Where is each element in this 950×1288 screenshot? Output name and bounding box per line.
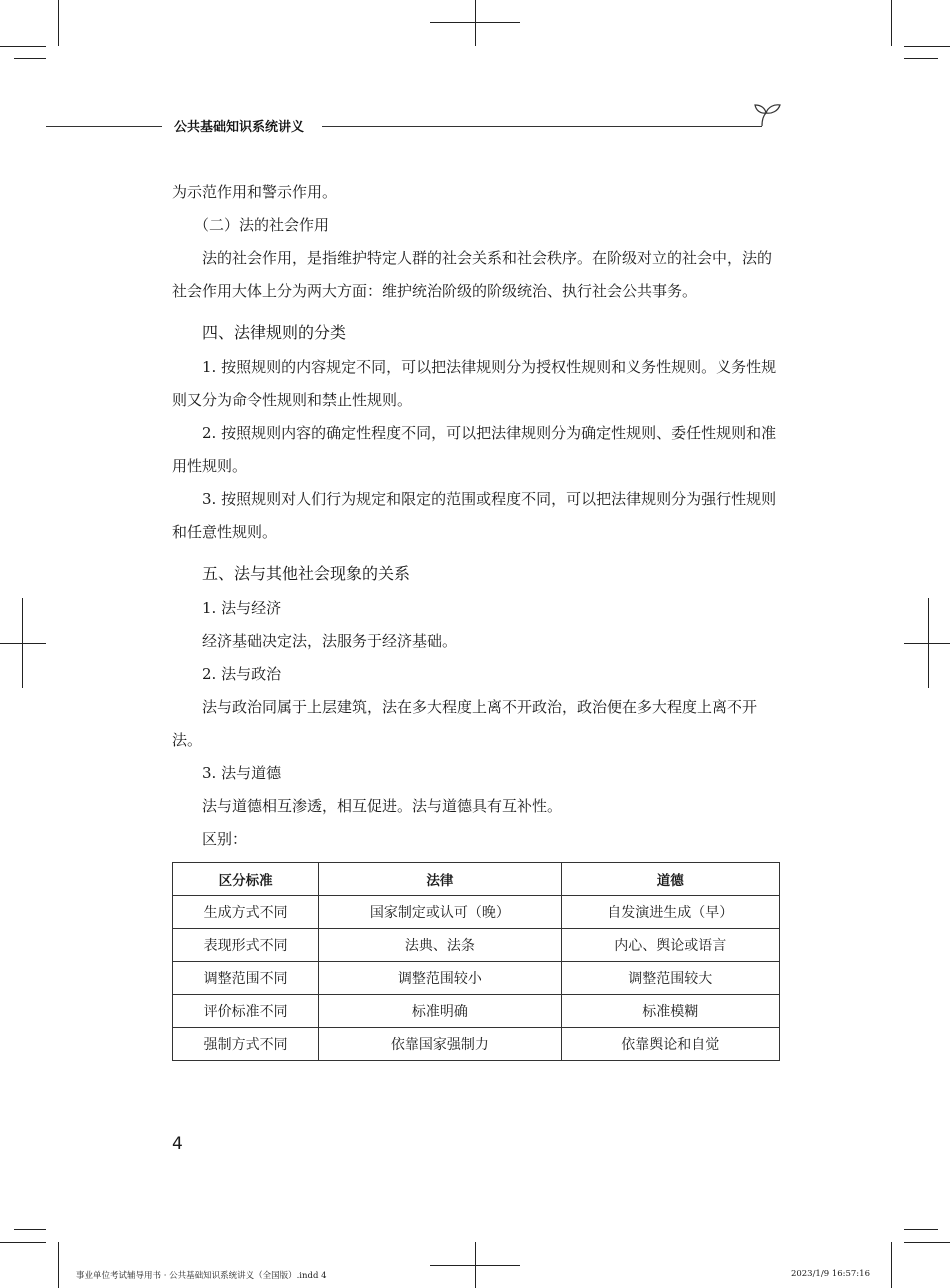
header-rule (322, 126, 762, 127)
crop-mark (904, 46, 950, 47)
crop-mark (475, 0, 476, 46)
table-cell: 标准明确 (319, 995, 561, 1028)
footer-file-info: 事业单位考试辅导用书 · 公共基础知识系统讲义（全国版）.indd 4 (76, 1271, 327, 1281)
list-item-title: 1. 法与经济 (202, 599, 282, 617)
list-item-title: 3. 法与道德 (202, 764, 282, 782)
subheading: （二）法的社会作用 (194, 216, 330, 234)
crop-mark (58, 1242, 59, 1288)
table-row (173, 929, 780, 962)
table-cell: 标准模糊 (561, 995, 779, 1028)
crop-mark (904, 58, 938, 59)
list-item-title: 2. 法与政治 (202, 665, 282, 683)
sprout-icon (754, 102, 782, 128)
section-heading: 五、法与其他社会现象的关系 (202, 564, 411, 583)
page-content (172, 176, 780, 1061)
comparison-table (172, 862, 780, 1061)
crop-mark (904, 643, 950, 644)
paragraph: 1. 按照规则的内容规定不同，可以把法律规则分为授权性规则和义务性规则。义务性规则又分为命令性规则和禁止性规则。 (172, 358, 777, 409)
footer-timestamp: 2023/1/9 16:57:16 (790, 1269, 870, 1279)
crop-mark (891, 1242, 892, 1288)
table-cell: 调整范围较大 (561, 962, 779, 995)
header-rule (46, 126, 162, 127)
table-cell: 内心、舆论或语言 (561, 929, 779, 962)
table-row (173, 962, 780, 995)
running-header-title: 公共基础知识系统讲义 (170, 116, 308, 135)
paragraph: 法的社会作用，是指维护特定人群的社会关系和社会秩序。在阶级对立的社会中，法的社会作用大体上分为两大方面：维护统治阶级的阶级统治、执行社会公共事务。 (172, 249, 773, 300)
table-cell: 强制方式不同 (173, 1028, 319, 1061)
table-header-row (173, 863, 780, 896)
table-header-cell: 区分标准 (173, 863, 319, 896)
table-header-cell: 道德 (561, 863, 779, 896)
crop-mark (0, 643, 46, 644)
table-cell: 依靠国家强制力 (319, 1028, 561, 1061)
crop-mark (430, 22, 520, 23)
paragraph: 2. 按照规则内容的确定性程度不同，可以把法律规则分为确定性规则、委任性规则和准用性规则。 (172, 424, 777, 475)
crop-mark (904, 1242, 950, 1243)
paragraph: 法与道德相互渗透，相互促进。法与道德具有互补性。 (202, 797, 563, 815)
table-cell: 国家制定或认可（晚） (319, 896, 561, 929)
table-cell: 评价标准不同 (173, 995, 319, 1028)
crop-mark (0, 46, 46, 47)
paragraph: 3. 按照规则对人们行为规定和限定的范围或程度不同，可以把法律规则分为强行性规则和任意性规则。 (172, 490, 777, 541)
crop-mark (14, 1229, 46, 1230)
crop-mark (14, 58, 46, 59)
crop-mark (0, 1242, 46, 1243)
table-cell: 自发演进生成（早） (561, 896, 779, 929)
table-cell: 法典、法条 (319, 929, 561, 962)
crop-mark (430, 1265, 520, 1266)
table-cell: 调整范围不同 (173, 962, 319, 995)
paragraph: 为示范作用和警示作用。 (172, 183, 338, 201)
table-row (173, 995, 780, 1028)
crop-mark (904, 1229, 938, 1230)
table-row (173, 896, 780, 929)
crop-mark (58, 0, 59, 46)
table-row (173, 1028, 780, 1061)
table-cell: 表现形式不同 (173, 929, 319, 962)
table-cell: 依靠舆论和自觉 (561, 1028, 779, 1061)
table-header-cell: 法律 (319, 863, 561, 896)
table-cell: 生成方式不同 (173, 896, 319, 929)
paragraph: 经济基础决定法，法服务于经济基础。 (202, 632, 458, 650)
page-number: 4 (172, 1134, 183, 1154)
crop-mark (891, 0, 892, 46)
table-cell: 调整范围较小 (319, 962, 561, 995)
section-heading: 四、法律规则的分类 (202, 323, 347, 342)
paragraph: 区别： (202, 830, 248, 848)
paragraph: 法与政治同属于上层建筑，法在多大程度上离不开政治，政治便在多大程度上离不开法。 (172, 698, 758, 749)
